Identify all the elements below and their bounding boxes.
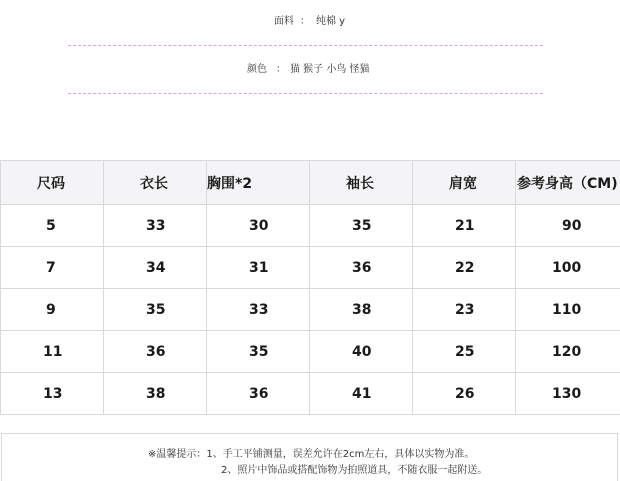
header-sleeve: 袖长	[346, 175, 374, 192]
header-height: 参考身高（CM)	[517, 175, 618, 192]
table-cell	[207, 289, 310, 331]
header-cell	[516, 161, 620, 205]
cell-value: 35	[146, 301, 166, 318]
cell-value: 35	[352, 217, 372, 234]
header-cell	[1, 161, 104, 205]
cell-value: 23	[455, 301, 475, 318]
fabric-value: 纯棉 y	[316, 16, 346, 27]
cell-value: 35	[249, 343, 269, 360]
cell-value: 25	[455, 343, 475, 360]
table-cell	[310, 373, 413, 415]
table-cell	[1, 289, 104, 331]
table-row	[1, 289, 620, 331]
cell-value: 21	[455, 217, 475, 234]
table-cell	[413, 247, 516, 289]
table-cell	[104, 247, 207, 289]
table-cell	[104, 289, 207, 331]
cell-value: 34	[146, 259, 166, 276]
table-cell	[1, 331, 104, 373]
table-cell	[1, 205, 104, 247]
table-cell	[310, 247, 413, 289]
cell-value: 120	[552, 343, 582, 360]
cell-value: 9	[46, 301, 56, 318]
cell-value: 5	[46, 217, 56, 234]
color-separator: ：	[276, 64, 286, 75]
fabric-separator: ：	[300, 16, 310, 27]
table-cell	[413, 289, 516, 331]
table-cell	[516, 373, 620, 415]
cell-value: 41	[352, 385, 372, 402]
divider-dotted	[68, 93, 543, 94]
divider-dotted	[68, 45, 543, 46]
table-cell	[207, 331, 310, 373]
table-cell	[104, 373, 207, 415]
table-cell	[516, 289, 620, 331]
table-cell	[1, 373, 104, 415]
tip-line-1: ※温馨提示：1、手工平铺测量，误差允许在2cm左右，具体以实物为准。	[148, 449, 475, 460]
table-cell	[104, 331, 207, 373]
size-table	[0, 160, 620, 415]
table-cell	[310, 205, 413, 247]
header-cell	[207, 161, 310, 205]
cell-value: 38	[146, 385, 166, 402]
table-header-row	[1, 161, 620, 205]
cell-value: 30	[249, 217, 269, 234]
header-cell	[310, 161, 413, 205]
cell-value: 33	[249, 301, 269, 318]
table-cell	[310, 289, 413, 331]
tip-line-2: 2、照片中饰品或搭配饰物为拍照道具，不随衣服一起附送。	[221, 465, 488, 476]
table-cell	[413, 205, 516, 247]
cell-value: 13	[43, 385, 63, 402]
cell-value: 130	[552, 385, 582, 402]
cell-value: 33	[146, 217, 166, 234]
table-cell	[1, 247, 104, 289]
table-row	[1, 247, 620, 289]
cell-value: 90	[562, 217, 582, 234]
table-cell	[104, 205, 207, 247]
cell-value: 36	[249, 385, 269, 402]
header-length: 衣长	[140, 175, 168, 192]
cell-value: 11	[43, 343, 63, 360]
table-cell	[516, 331, 620, 373]
table-cell	[207, 205, 310, 247]
cell-value: 31	[249, 259, 269, 276]
cell-value: 110	[552, 301, 582, 318]
table-row	[1, 205, 620, 247]
cell-value: 36	[146, 343, 166, 360]
table-cell	[516, 205, 620, 247]
table-cell	[310, 331, 413, 373]
cell-value: 26	[455, 385, 475, 402]
cell-value: 40	[352, 343, 372, 360]
cell-value: 7	[46, 259, 56, 276]
table-cell	[516, 247, 620, 289]
table-row	[1, 331, 620, 373]
cell-value: 100	[552, 259, 582, 276]
table-cell	[413, 373, 516, 415]
table-cell	[207, 247, 310, 289]
tips-box	[1, 433, 618, 481]
cell-value: 38	[352, 301, 372, 318]
table-row	[1, 373, 620, 415]
cell-value: 36	[352, 259, 372, 276]
cell-value: 22	[455, 259, 475, 276]
header-chest: 胸围*2	[207, 175, 253, 192]
header-cell	[104, 161, 207, 205]
table-cell	[207, 373, 310, 415]
fabric-label: 面料	[274, 16, 294, 27]
color-label: 颜色	[247, 64, 267, 75]
header-size: 尺码	[37, 175, 65, 192]
color-value: 猫 猴子 小鸟 怪猫	[290, 64, 370, 75]
header-cell	[413, 161, 516, 205]
table-cell	[413, 331, 516, 373]
header-shoulder: 肩宽	[449, 175, 477, 192]
